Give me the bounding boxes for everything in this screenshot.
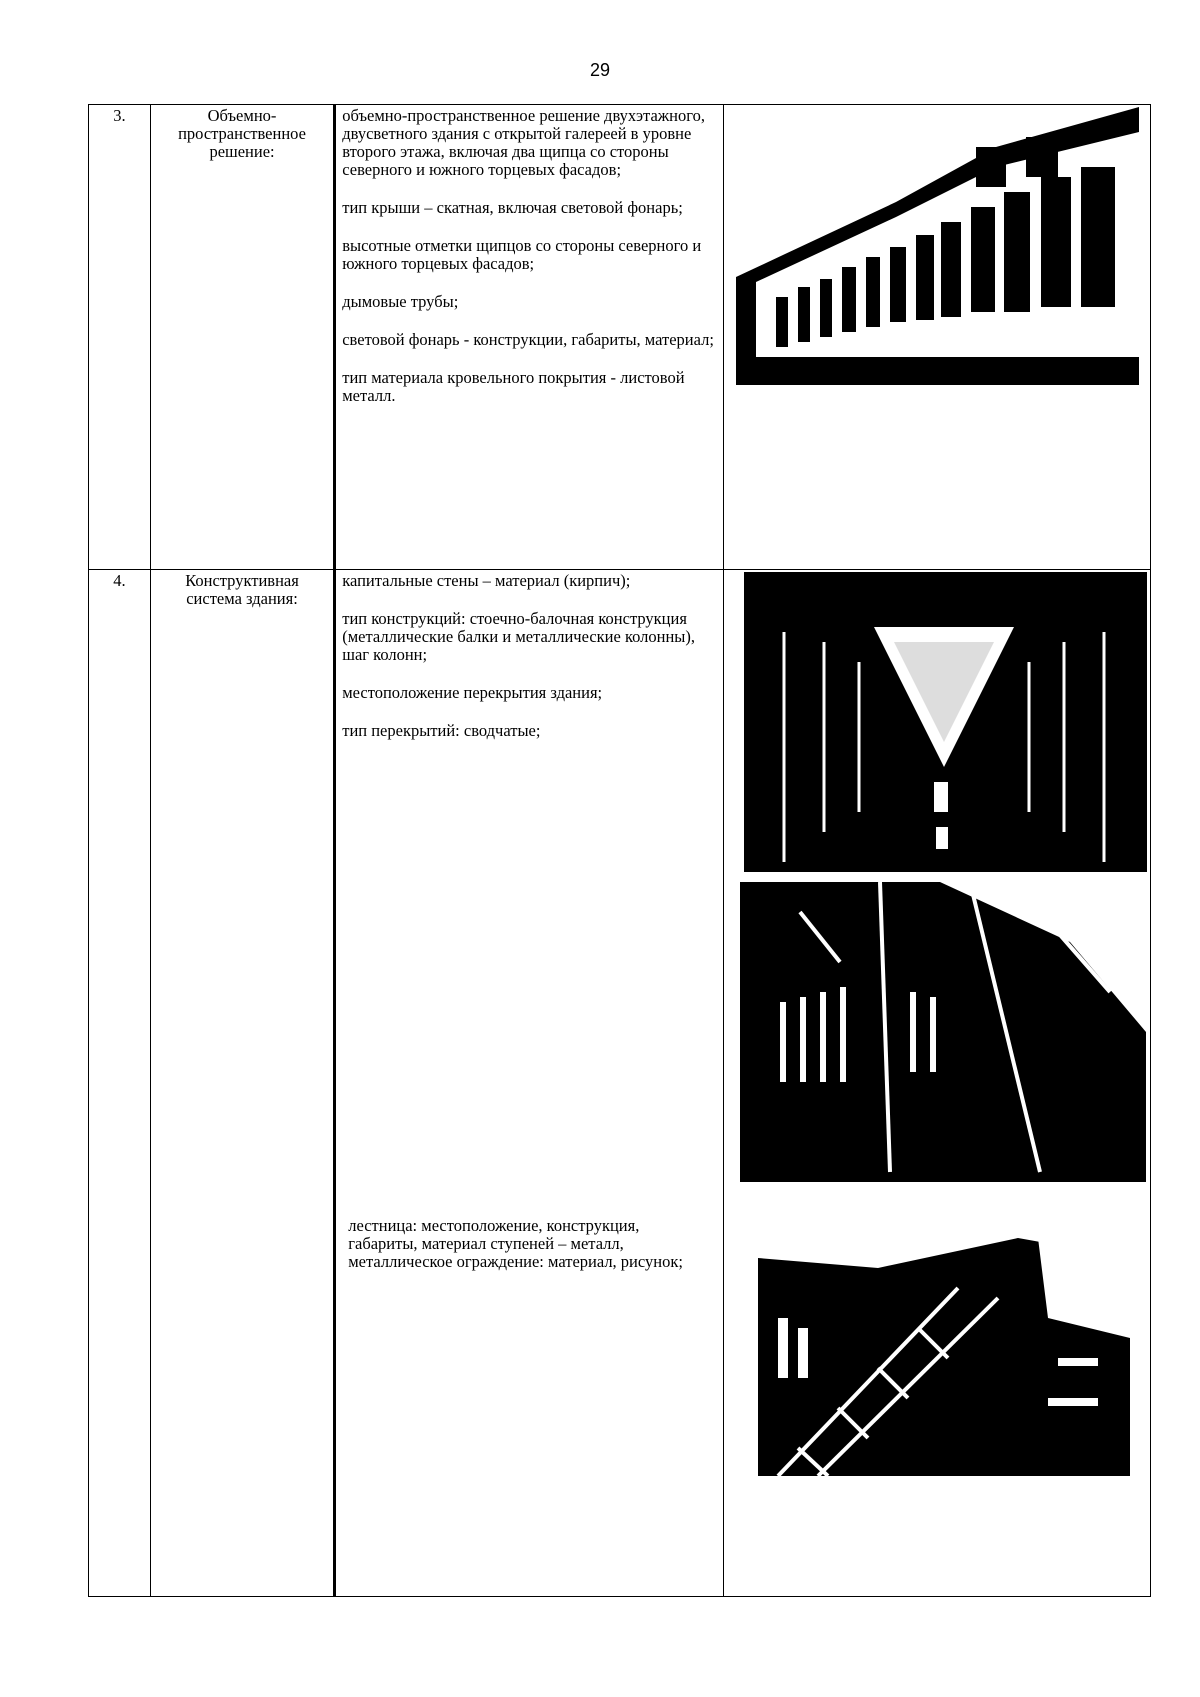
staircase-photo [758,1198,1130,1476]
table-row [89,570,1151,1597]
description-item: дымовые трубы; [342,292,459,311]
description-item: капитальные стены – материал (кирпич); [342,571,631,590]
row-title: Конструктивная система здания: [150,570,334,1597]
description-item: тип перекрытий: сводчатые; [342,721,541,740]
staircase-description: лестница: местоположение, конструкция, габариты, материал ступеней – металл, металлическое ограждение: материал, рисунок; [348,1215,683,1271]
page-number: 29 [589,60,611,80]
description-item: световой фонарь - конструкции, габариты, материал; [342,330,714,349]
table-row [89,105,1151,570]
roof-truss-photo [740,882,1146,1182]
row-description [335,105,724,570]
row-title: Объемно-пространственное решение: [150,105,334,570]
description-item: тип конструкций: стоечно-балочная конструкция (металлические балки и металлические колонны), шаг колонн; [342,609,696,664]
description-item: высотные отметки щипцов со стороны северного и южного торцевых фасадов; [342,236,702,273]
photo-cell [724,105,1151,570]
description-item: объемно-пространственное решение двухэтажного, двусветного здания с открытой галереей в уровне второго этажа, включая два щипца со стороны северного и южного торцевых фасадов; [342,106,705,179]
description-item: тип материала кровельного покрытия - листовой металл. [342,368,685,405]
heritage-subject-table [88,104,1151,1597]
row-number: 4. [89,570,151,1597]
row-number: 3. [89,105,151,570]
building-facade-photo [736,107,1139,385]
description-item: тип крыши – скатная, включая световой фонарь; [342,198,683,217]
row-description [335,570,724,1597]
photo-cell [724,570,1151,1597]
interior-hall-photo [744,572,1147,872]
description-item: местоположение перекрытия здания; [342,683,603,702]
